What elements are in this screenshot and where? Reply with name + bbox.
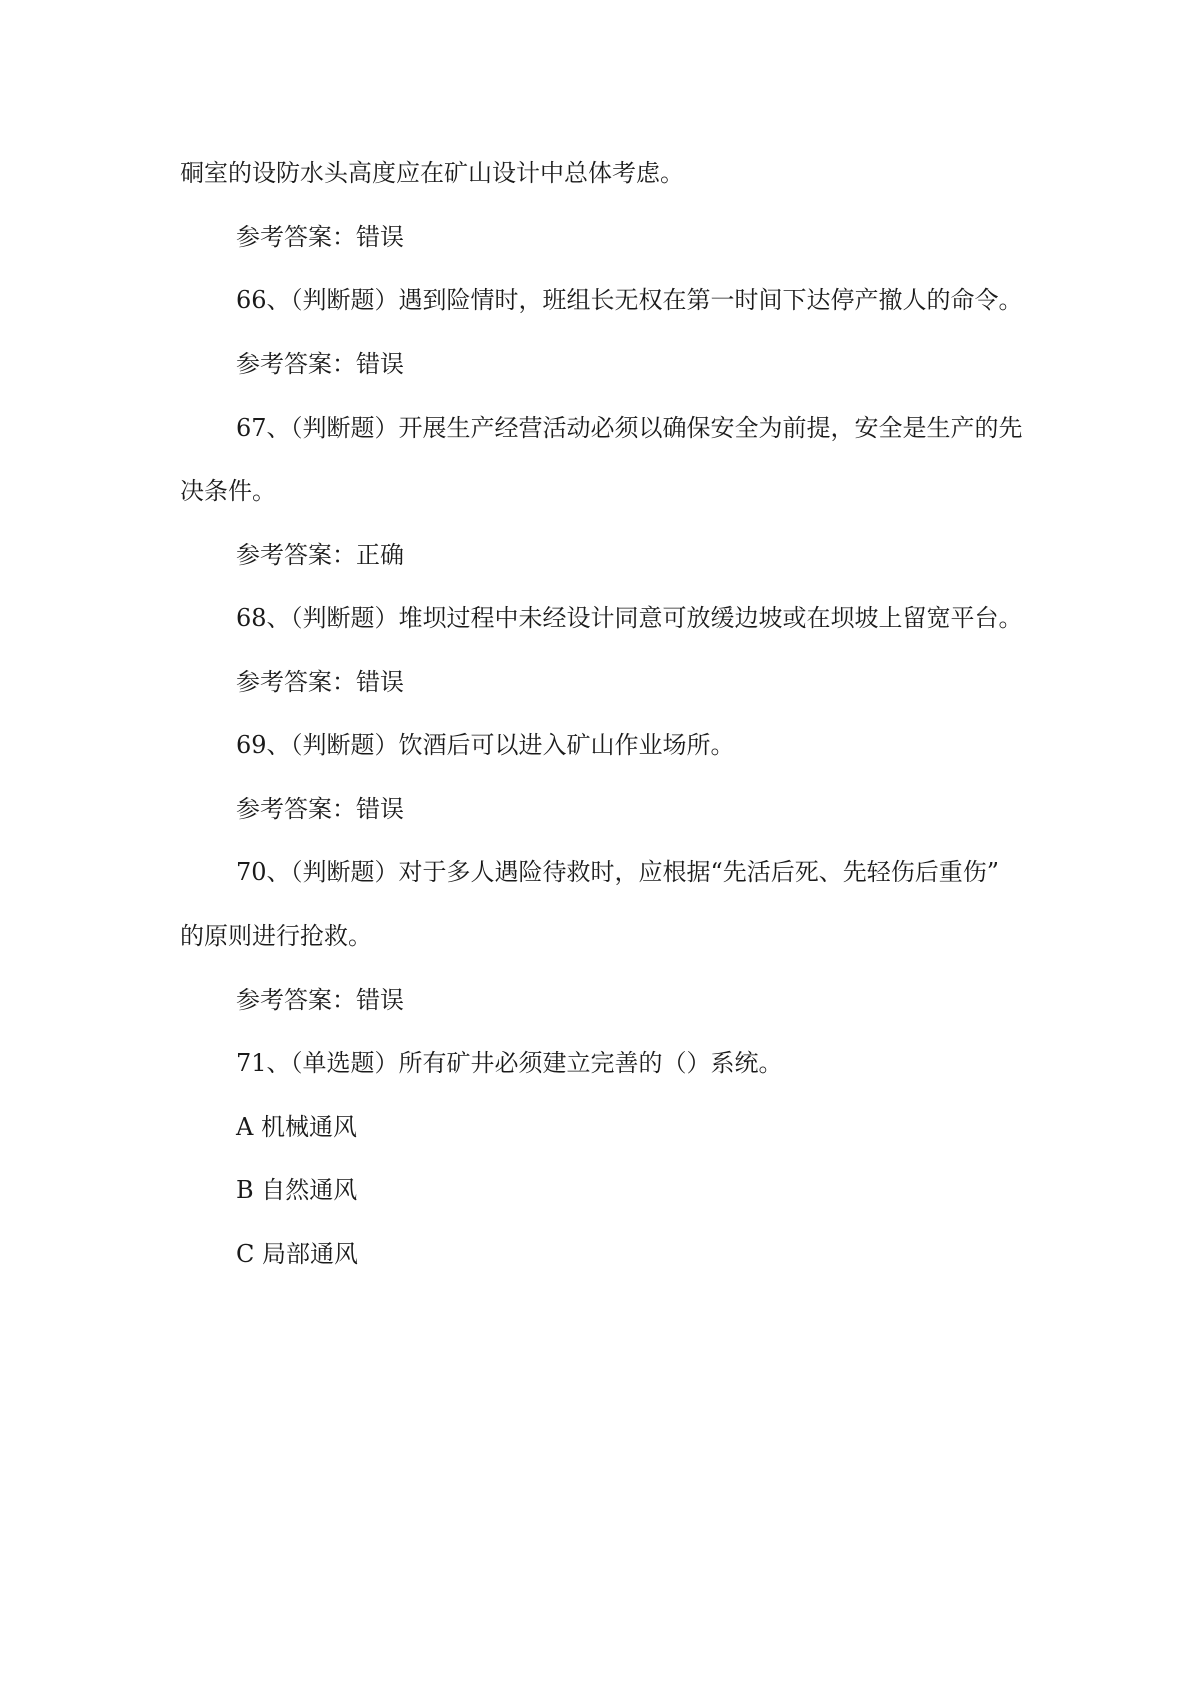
q65-continuation: 硐室的设防水头高度应在矿山设计中总体考虑。 — [180, 159, 684, 187]
q71-option-b: B 自然通风 — [236, 1176, 358, 1204]
q71-option-c: C 局部通风 — [236, 1240, 358, 1268]
q69-answer: 参考答案：错误 — [236, 795, 404, 823]
q71-option-a: A 机械通风 — [236, 1113, 357, 1141]
q70-answer: 参考答案：错误 — [236, 986, 404, 1014]
q70-continuation: 的原则进行抢救。 — [180, 922, 372, 950]
q71-question: 71、（单选题）所有矿井必须建立完善的（）系统。 — [236, 1049, 783, 1077]
q70-question: 70、（判断题）对于多人遇险待救时，应根据“先活后死、先轻伤后重伤” — [236, 858, 1000, 886]
q67-answer: 参考答案：正确 — [236, 541, 404, 569]
q66-question: 66、（判断题）遇到险情时，班组长无权在第一时间下达停产撤人的命令。 — [236, 286, 1023, 314]
q65-answer: 参考答案：错误 — [236, 223, 404, 251]
q66-answer: 参考答案：错误 — [236, 350, 404, 378]
q68-question: 68、（判断题）堆坝过程中未经设计同意可放缓边坡或在坝坡上留宽平台。 — [236, 604, 1023, 632]
q67-question: 67、（判断题）开展生产经营活动必须以确保安全为前提，安全是生产的先 — [236, 414, 1023, 442]
q67-continuation: 决条件。 — [180, 477, 276, 505]
q69-question: 69、（判断题）饮酒后可以进入矿山作业场所。 — [236, 731, 735, 759]
q68-answer: 参考答案：错误 — [236, 668, 404, 696]
